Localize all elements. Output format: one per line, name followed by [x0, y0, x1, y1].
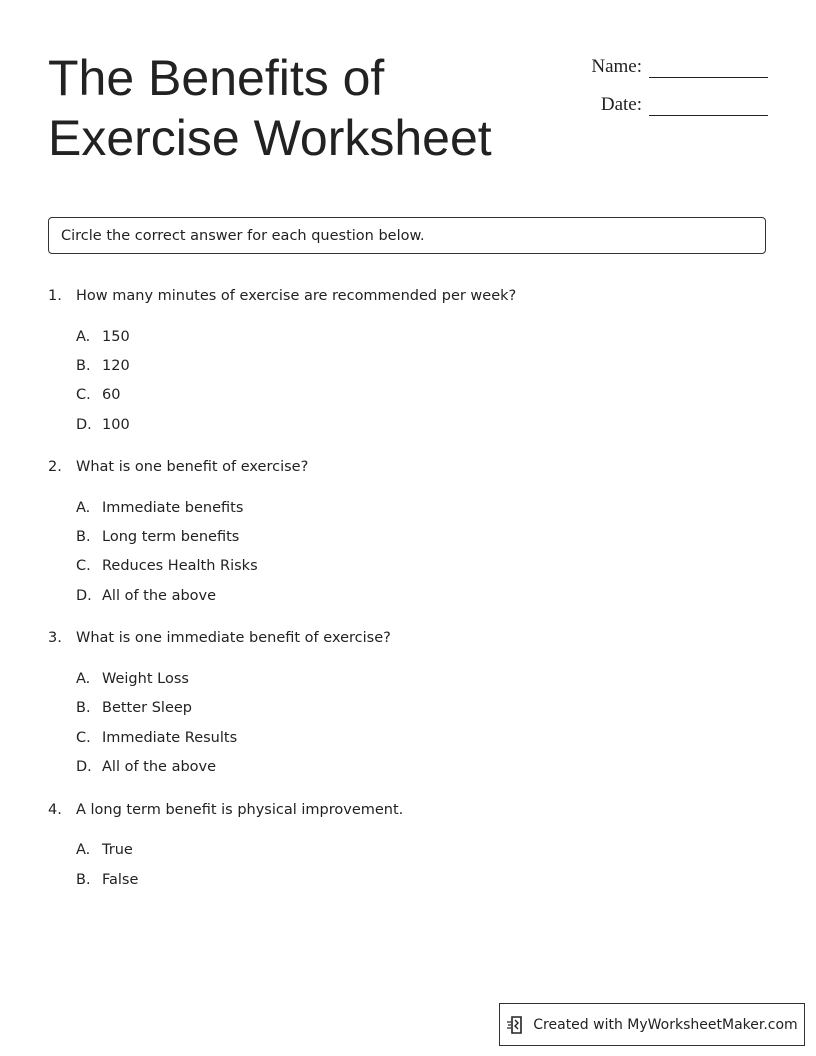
- answer-option[interactable]: [48, 664, 766, 693]
- question-3: [48, 625, 766, 781]
- answer-option[interactable]: [48, 694, 766, 723]
- option-letter: A.: [76, 671, 91, 688]
- question-row: [48, 283, 766, 309]
- answer-option[interactable]: [48, 322, 766, 351]
- answer-option[interactable]: [48, 581, 766, 610]
- answer-option[interactable]: [48, 865, 766, 894]
- question-4: [48, 797, 766, 895]
- question-row: [48, 797, 766, 823]
- answer-options: [48, 322, 766, 439]
- option-letter: D.: [76, 416, 92, 433]
- option-letter: B.: [76, 529, 91, 546]
- worksheet-maker-logo-icon: [506, 1015, 526, 1035]
- worksheet-title: [48, 48, 528, 168]
- option-text: Weight Loss: [102, 671, 189, 688]
- answer-options: [48, 493, 766, 610]
- option-text: 120: [102, 357, 130, 374]
- answer-option[interactable]: [48, 723, 766, 752]
- date-row: [591, 90, 768, 116]
- question-1: [48, 283, 766, 439]
- question-list: [48, 283, 766, 909]
- name-row: [591, 52, 768, 78]
- option-text: Better Sleep: [102, 700, 193, 717]
- title-line-1: The Benefits of: [48, 50, 385, 106]
- name-blank-line[interactable]: [649, 57, 768, 78]
- option-text: Immediate Results: [102, 729, 238, 746]
- option-text: Long term benefits: [102, 529, 240, 546]
- title-line-2: Exercise Worksheet: [48, 110, 492, 166]
- answer-option[interactable]: [48, 410, 766, 439]
- option-text: 60: [102, 387, 121, 404]
- answer-option[interactable]: [48, 752, 766, 781]
- option-letter: A.: [76, 328, 91, 345]
- option-letter: A.: [76, 842, 91, 859]
- option-text: Immediate benefits: [102, 499, 244, 516]
- date-blank-line[interactable]: [649, 95, 768, 116]
- option-text: All of the above: [102, 587, 217, 604]
- answer-option[interactable]: [48, 552, 766, 581]
- question-2: [48, 454, 766, 610]
- option-letter: A.: [76, 499, 91, 516]
- question-number: 2.: [48, 459, 62, 476]
- instructions-text: Circle the correct answer for each question below.: [61, 227, 425, 244]
- footer-text: Created with MyWorksheetMaker.com: [533, 1016, 798, 1033]
- option-text: All of the above: [102, 758, 217, 775]
- option-text: Reduces Health Risks: [102, 558, 258, 575]
- name-date-block: [591, 52, 768, 128]
- answer-option[interactable]: [48, 836, 766, 865]
- option-letter: B.: [76, 700, 91, 717]
- date-label: Date:: [600, 94, 642, 115]
- question-text: A long term benefit is physical improvement.: [76, 801, 404, 818]
- answer-option[interactable]: [48, 522, 766, 551]
- option-letter: C.: [76, 729, 91, 746]
- option-text: False: [102, 871, 139, 888]
- option-letter: D.: [76, 758, 92, 775]
- answer-option[interactable]: [48, 381, 766, 410]
- option-letter: B.: [76, 871, 91, 888]
- question-text: How many minutes of exercise are recommended per week?: [76, 288, 517, 304]
- answer-options: [48, 664, 766, 781]
- name-label: Name:: [591, 56, 642, 77]
- question-text: What is one immediate benefit of exercise?: [76, 630, 391, 647]
- option-letter: D.: [76, 587, 92, 604]
- option-letter: B.: [76, 357, 91, 374]
- option-text: 150: [102, 328, 130, 345]
- question-row: [48, 625, 766, 651]
- question-number: 4.: [48, 801, 62, 818]
- option-letter: C.: [76, 558, 91, 575]
- question-text: What is one benefit of exercise?: [76, 459, 309, 476]
- question-number: 1.: [48, 288, 62, 304]
- option-text: 100: [102, 416, 130, 433]
- footer-credit[interactable]: [499, 1003, 805, 1046]
- question-row: [48, 454, 766, 480]
- option-letter: C.: [76, 387, 91, 404]
- answer-option[interactable]: [48, 351, 766, 380]
- instructions-box: [48, 217, 766, 254]
- answer-options: [48, 836, 766, 895]
- option-text: True: [102, 842, 133, 859]
- question-number: 3.: [48, 630, 62, 647]
- answer-option[interactable]: [48, 493, 766, 522]
